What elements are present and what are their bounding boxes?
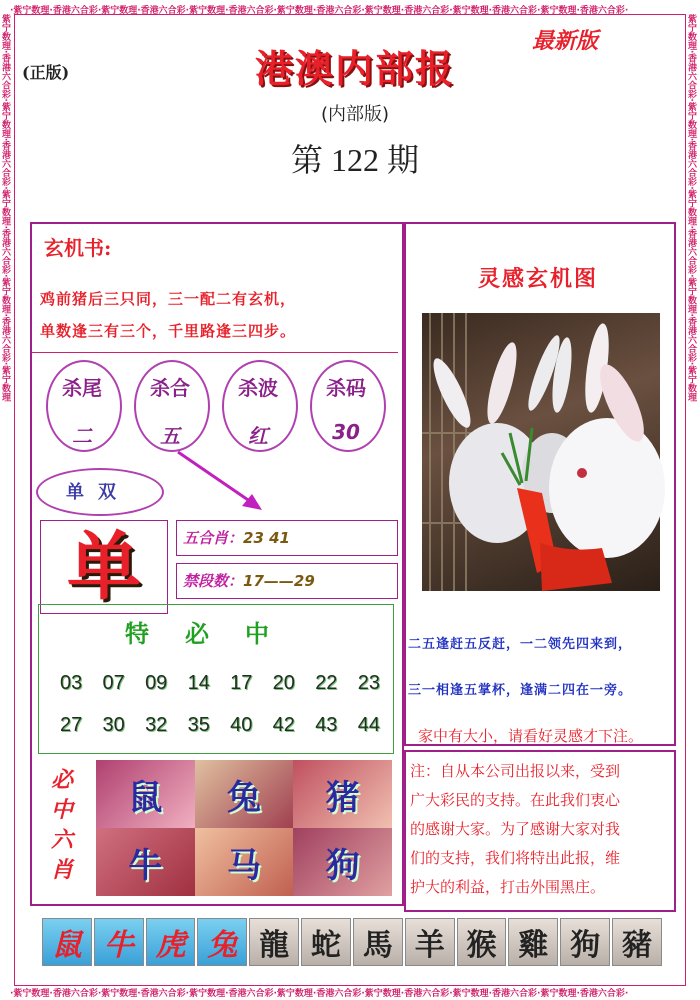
frame-text-right: 紫宁数理·香港六合彩·紫宁数理·香港六合彩·紫宁数理·香港六合彩·紫宁数理·香港六合彩·紫宁数理 — [686, 14, 696, 402]
number-cell: 40 — [230, 714, 253, 736]
pick-value-number: 30 — [332, 420, 360, 444]
range-value: 17——29 — [243, 572, 315, 590]
page-title: 港澳内部报 — [254, 46, 455, 91]
pick-value-he: 五 — [160, 424, 180, 448]
frame-text-top: ·紫宁数理·香港六合彩·紫宁数理·香港六合彩·紫宁数理·香港六合彩·紫宁数理·香港六合彩·紫宁数理·香港六合彩·紫宁数理·香港六合彩·紫宁数理·香港六合彩· — [10, 6, 629, 16]
inspiration-hint: 家中有大小，请看好灵感才下注。 — [418, 727, 644, 745]
zodiac-tile-goat: 羊 — [405, 918, 455, 966]
zodiac-cell: 马 — [195, 828, 294, 896]
xuanji-label: 玄机书: — [44, 236, 112, 260]
note-line: 广大彩民的支持。在此我们衷心 — [410, 791, 621, 809]
special-title: 特必中 — [125, 619, 305, 648]
edition-left-label: (正版) — [22, 63, 70, 82]
number-cell: 14 — [187, 672, 210, 694]
five-he-row — [176, 520, 398, 556]
zodiac-tile-pig: 豬 — [612, 918, 662, 966]
rabbit-photo — [422, 313, 660, 591]
note-line: 的感谢大家。为了感谢大家对我 — [410, 820, 621, 838]
odd-even-label: 单双 — [66, 482, 130, 503]
zodiac-tile-dragon: 龍 — [249, 918, 299, 966]
zodiac-cell: 兔 — [195, 760, 294, 828]
lucky-label-char: 六 — [50, 827, 73, 853]
pick-label-he: 杀合 — [150, 376, 190, 400]
five-he-label: 五合肖： — [183, 529, 244, 547]
zodiac-tile-rooster: 雞 — [508, 918, 558, 966]
pick-label-number: 杀码 — [326, 376, 366, 400]
number-cell: 30 — [102, 714, 125, 736]
number-cell: 32 — [145, 714, 168, 736]
number-cell: 23 — [357, 672, 380, 694]
inspiration-poem-2: 三一相逢五掌杯，逢满二四在一旁。 — [408, 683, 633, 698]
zodiac-tile-dog: 狗 — [560, 918, 610, 966]
zodiac-cell: 狗 — [293, 828, 392, 896]
zodiac-cell: 鼠 — [96, 760, 195, 828]
number-cell: 22 — [315, 672, 338, 694]
divider — [32, 352, 398, 353]
number-cell: 20 — [272, 672, 295, 694]
note-line: 们的支持，我们将特出此报，维 — [410, 849, 621, 867]
edition-right-label: 最新版 — [532, 28, 599, 54]
range-label: 禁段数： — [183, 572, 244, 590]
zodiac-cell: 牛 — [96, 828, 195, 896]
inspiration-title: 灵感玄机图 — [477, 266, 598, 292]
range-row — [176, 563, 398, 599]
lucky-label-char: 必 — [50, 767, 73, 793]
zodiac-tile-tiger: 虎 — [146, 918, 196, 966]
number-cell: 17 — [230, 672, 253, 694]
lucky-label-char: 中 — [50, 797, 73, 823]
zodiac-tile-snake: 蛇 — [301, 918, 351, 966]
zodiac-tile-monkey: 猴 — [457, 918, 507, 966]
rabbit-image — [422, 313, 660, 591]
number-cell: 42 — [272, 714, 295, 736]
pick-label-color: 杀波 — [238, 376, 278, 400]
xuanji-line-1: 鸡前猪后三只同，三一配二有玄机， — [40, 290, 297, 308]
pick-label-tail: 杀尾 — [62, 376, 102, 400]
zodiac-cell: 猪 — [293, 760, 392, 828]
number-cell: 03 — [60, 672, 83, 694]
frame-text-bottom: ·紫宁数理·香港六合彩·紫宁数理·香港六合彩·紫宁数理·香港六合彩·紫宁数理·香港六合彩·紫宁数理·香港六合彩·紫宁数理·香港六合彩·紫宁数理·香港六合彩· — [10, 989, 629, 999]
inspiration-poem-1: 二五逢赶五反赶，一二领先四来到， — [408, 637, 633, 652]
number-row-1 — [60, 672, 380, 695]
number-cell: 07 — [102, 672, 125, 694]
number-row-2 — [60, 714, 380, 737]
zodiac-tile-rat: 鼠 — [42, 918, 92, 966]
zodiac-tile-rabbit: 兔 — [197, 918, 247, 966]
lucky-six-label — [42, 765, 82, 885]
zodiac-bar — [42, 918, 662, 966]
xuanji-line-2: 单数逢三有三个，千里路逢三四步。 — [40, 322, 297, 340]
page-subtitle: (内部版) — [320, 104, 390, 125]
issue-number: 第 122 期 — [290, 142, 419, 178]
number-cell: 27 — [60, 714, 83, 736]
lucky-zodiac-grid — [96, 760, 392, 896]
arrow-icon — [170, 448, 270, 518]
zodiac-tile-horse: 馬 — [353, 918, 403, 966]
zodiac-tile-ox: 牛 — [94, 918, 144, 966]
note-line: 注：自从本公司出报以来，受到 — [410, 762, 621, 780]
lucky-label-char: 肖 — [50, 857, 73, 883]
pick-value-tail: 二 — [72, 424, 92, 448]
frame-text-left: 紫宁数理·香港六合彩·紫宁数理·香港六合彩·紫宁数理·香港六合彩·紫宁数理·香港六合彩·紫宁数理 — [0, 14, 10, 402]
pick-value-color: 红 — [248, 424, 268, 448]
five-he-value: 23 41 — [243, 529, 290, 547]
number-cell: 44 — [357, 714, 380, 736]
note-line: 护大的利益，打击外围黑庄。 — [410, 878, 606, 896]
number-cell: 43 — [315, 714, 338, 736]
big-character: 单 — [40, 520, 168, 614]
number-cell: 09 — [145, 672, 168, 694]
number-cell: 35 — [187, 714, 210, 736]
